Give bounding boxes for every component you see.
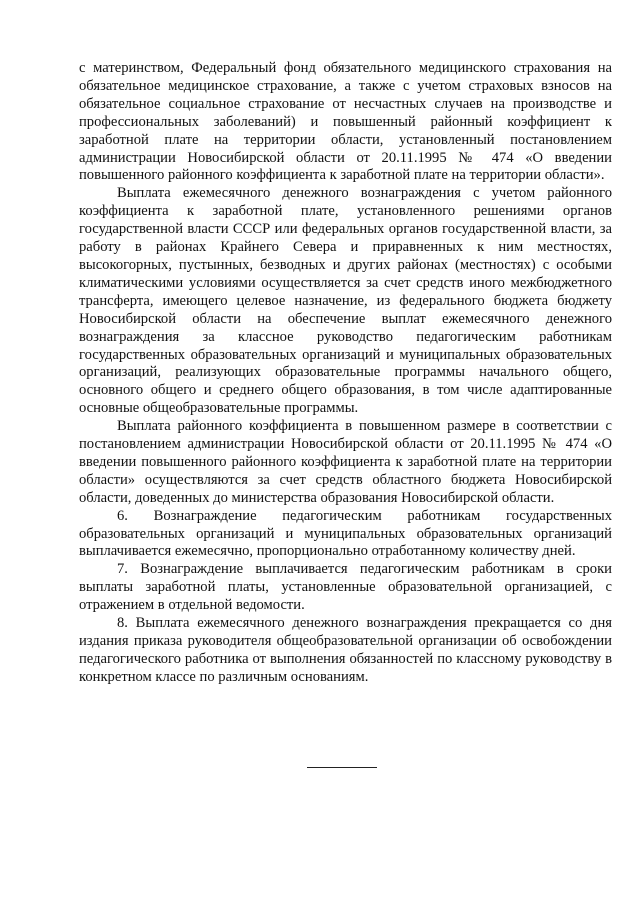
paragraph-continuation: с материнством, Федеральный фонд обязательного медицинского страхования на обязательное медицинское страхование, а также с учетом страховых взносов на обязательное социальное страхование от несчастных случаев на производстве и профессиональных заболеваний) и повышенный районный коэффициент к заработной плате на территории области, установленный постановлением администрации Новосибирской области от 20.11.1995 № 474 «О введении повышенного районного коэффициента к заработной плате на территории области». — [79, 60, 612, 184]
end-of-document-rule — [307, 767, 377, 768]
paragraph-item-8: 8. Выплата ежемесячного денежного вознаграждения прекращается со дня издания приказа руководителя общеобразовательной организации об освобождении педагогического работника от выполнения обязанностей по классному руководству в конкретном классе по различным основаниям. — [79, 615, 612, 685]
paragraph-item-7: 7. Вознаграждение выплачивается педагогическим работникам в сроки выплаты заработной платы, установленные образовательной организацией, с отражением в отдельной ведомости. — [79, 561, 612, 614]
paragraph-increased-coefficient-funding: Выплата районного коэффициента в повышенном размере в соответствии с постановлением администрации Новосибирской области от 20.11.1995 № 474 «О введении повышенного районного коэффициента к заработной плате на территории области» осуществляются за счет средств областного бюджета Новосибирской области, доведенных до министерства образования Новосибирской области. — [79, 418, 612, 506]
paragraph-district-coefficient-funding: Выплата ежемесячного денежного вознаграждения с учетом районного коэффициента к заработной плате, установленного решениями органов государственной власти СССР или федеральных органов государственной власти, за работу в районах Крайнего Севера и приравненных к ним местностях, высокогорных, пустынных, безводных и других районах (местностях) с особыми климатическими условиями осуществляется за счет средств иного межбюджетного трансферта, имеющего целевое назначение, из федерального бюджета бюджету Новосибирской области на обеспечение выплат ежемесячного денежного вознаграждения за классное руководство педагогическим работникам государственных образовательных организаций и муниципальных образовательных организаций, реализующих образовательные программы начального общего, основного общего и среднего общего образования, в том числе адаптированные основные общеобразовательные программы. — [79, 185, 612, 417]
document-body — [79, 60, 612, 687]
paragraph-item-6: 6. Вознаграждение педагогическим работникам государственных образовательных организаций и муниципальных образовательных организаций выплачивается ежемесячно, пропорционально отработанному количеству дней. — [79, 507, 612, 560]
